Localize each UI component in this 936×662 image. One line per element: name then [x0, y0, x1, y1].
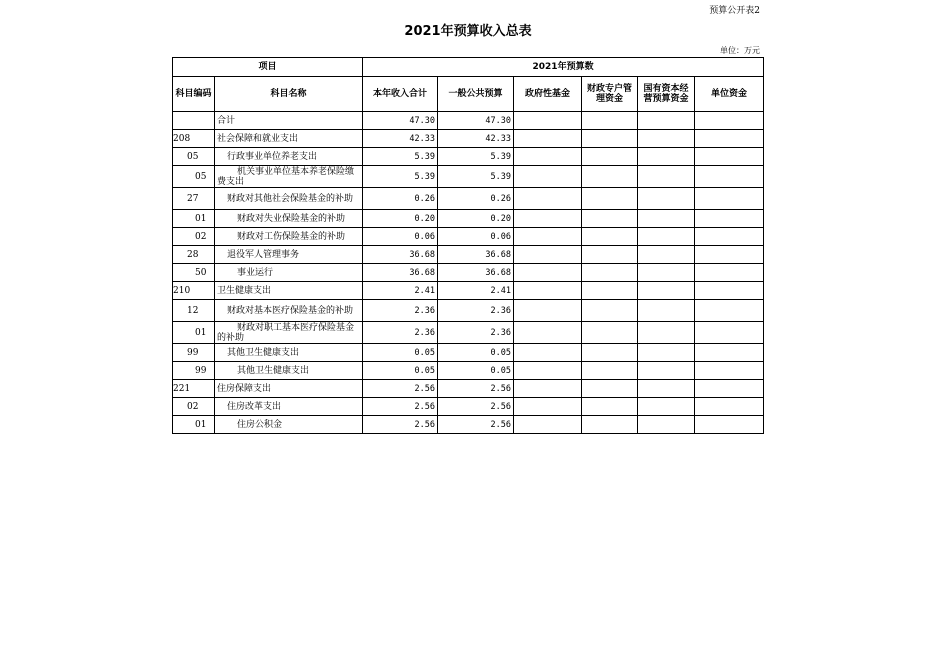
row-general: 2.36 [438, 322, 514, 344]
table-row [173, 228, 764, 246]
table-row [173, 344, 764, 362]
table-row [173, 166, 764, 188]
row-total: 5.39 [363, 166, 438, 188]
row-code: 01 [173, 416, 215, 434]
row-general: 2.56 [438, 416, 514, 434]
row-code: 27 [173, 188, 215, 210]
row-name: 合计 [215, 112, 363, 130]
row-name: 卫生健康支出 [215, 282, 363, 300]
page-title: 2021年预算收入总表 [404, 24, 532, 39]
table-row [173, 112, 764, 130]
row-code: 50 [173, 264, 215, 282]
budget-group-header: 2021年预算数 [363, 58, 764, 77]
row-name: 行政事业单位养老支出 [215, 148, 363, 166]
row-total: 0.05 [363, 362, 438, 380]
row-code: 28 [173, 246, 215, 264]
row-total: 0.20 [363, 210, 438, 228]
project-header: 项目 [173, 58, 363, 77]
row-total: 0.05 [363, 344, 438, 362]
col-header-state-capital: 国有资本经营预算资金 [638, 77, 695, 112]
row-code [173, 112, 215, 130]
table-row [173, 264, 764, 282]
col-header-code: 科目编码 [173, 77, 215, 112]
row-code: 02 [173, 398, 215, 416]
row-total: 2.36 [363, 322, 438, 344]
budget-table [172, 57, 764, 434]
row-general: 5.39 [438, 148, 514, 166]
row-name: 住房公积金 [215, 416, 363, 434]
row-total: 47.30 [363, 112, 438, 130]
row-code: 208 [173, 130, 215, 148]
row-name: 财政对其他社会保险基金的补助 [215, 188, 363, 210]
row-general: 47.30 [438, 112, 514, 130]
row-general: 36.68 [438, 246, 514, 264]
row-general: 42.33 [438, 130, 514, 148]
row-code: 210 [173, 282, 215, 300]
col-header-unit-fund: 单位资金 [695, 77, 764, 112]
row-name: 其他卫生健康支出 [215, 344, 363, 362]
row-code: 99 [173, 362, 215, 380]
row-name: 退役军人管理事务 [215, 246, 363, 264]
row-name: 财政对失业保险基金的补助 [215, 210, 363, 228]
row-code: 221 [173, 380, 215, 398]
row-code: 05 [173, 166, 215, 188]
row-total: 2.36 [363, 300, 438, 322]
row-total: 2.41 [363, 282, 438, 300]
row-name: 住房保障支出 [215, 380, 363, 398]
row-total: 0.26 [363, 188, 438, 210]
form-tag: 预算公开表2 [709, 6, 760, 16]
row-general: 0.05 [438, 344, 514, 362]
row-name: 财政对基本医疗保险基金的补助 [215, 300, 363, 322]
row-total: 2.56 [363, 398, 438, 416]
row-general: 2.41 [438, 282, 514, 300]
row-code: 12 [173, 300, 215, 322]
table-row [173, 130, 764, 148]
table-row [173, 148, 764, 166]
row-general: 0.05 [438, 362, 514, 380]
row-total: 5.39 [363, 148, 438, 166]
row-name: 机关事业单位基本养老保险缴费支出 [215, 166, 363, 188]
table-row [173, 246, 764, 264]
row-general: 0.20 [438, 210, 514, 228]
row-total: 2.56 [363, 416, 438, 434]
row-total: 42.33 [363, 130, 438, 148]
table-row [173, 300, 764, 322]
row-name: 事业运行 [215, 264, 363, 282]
row-total: 36.68 [363, 264, 438, 282]
row-code: 02 [173, 228, 215, 246]
row-name: 财政对工伤保险基金的补助 [215, 228, 363, 246]
table-row [173, 416, 764, 434]
table-row [173, 282, 764, 300]
row-code: 01 [173, 322, 215, 344]
table-row [173, 322, 764, 344]
row-general: 0.06 [438, 228, 514, 246]
col-header-gov-fund: 政府性基金 [514, 77, 582, 112]
row-code: 99 [173, 344, 215, 362]
row-name: 其他卫生健康支出 [215, 362, 363, 380]
col-header-special-account: 财政专户管理资金 [582, 77, 638, 112]
table-row [173, 398, 764, 416]
row-total: 36.68 [363, 246, 438, 264]
row-total: 2.56 [363, 380, 438, 398]
row-total: 0.06 [363, 228, 438, 246]
table-row [173, 362, 764, 380]
row-code: 05 [173, 148, 215, 166]
row-general: 2.56 [438, 398, 514, 416]
row-general: 2.56 [438, 380, 514, 398]
row-name: 社会保障和就业支出 [215, 130, 363, 148]
row-general: 5.39 [438, 166, 514, 188]
row-general: 0.26 [438, 188, 514, 210]
col-header-name: 科目名称 [215, 77, 363, 112]
row-general: 2.36 [438, 300, 514, 322]
row-name: 财政对职工基本医疗保险基金的补助 [215, 322, 363, 344]
row-code: 01 [173, 210, 215, 228]
table-row [173, 188, 764, 210]
col-header-total: 本年收入合计 [363, 77, 438, 112]
table-row [173, 380, 764, 398]
col-header-general: 一般公共预算 [438, 77, 514, 112]
table-row [173, 210, 764, 228]
row-general: 36.68 [438, 264, 514, 282]
row-name: 住房改革支出 [215, 398, 363, 416]
unit-label: 单位：万元 [720, 46, 760, 55]
